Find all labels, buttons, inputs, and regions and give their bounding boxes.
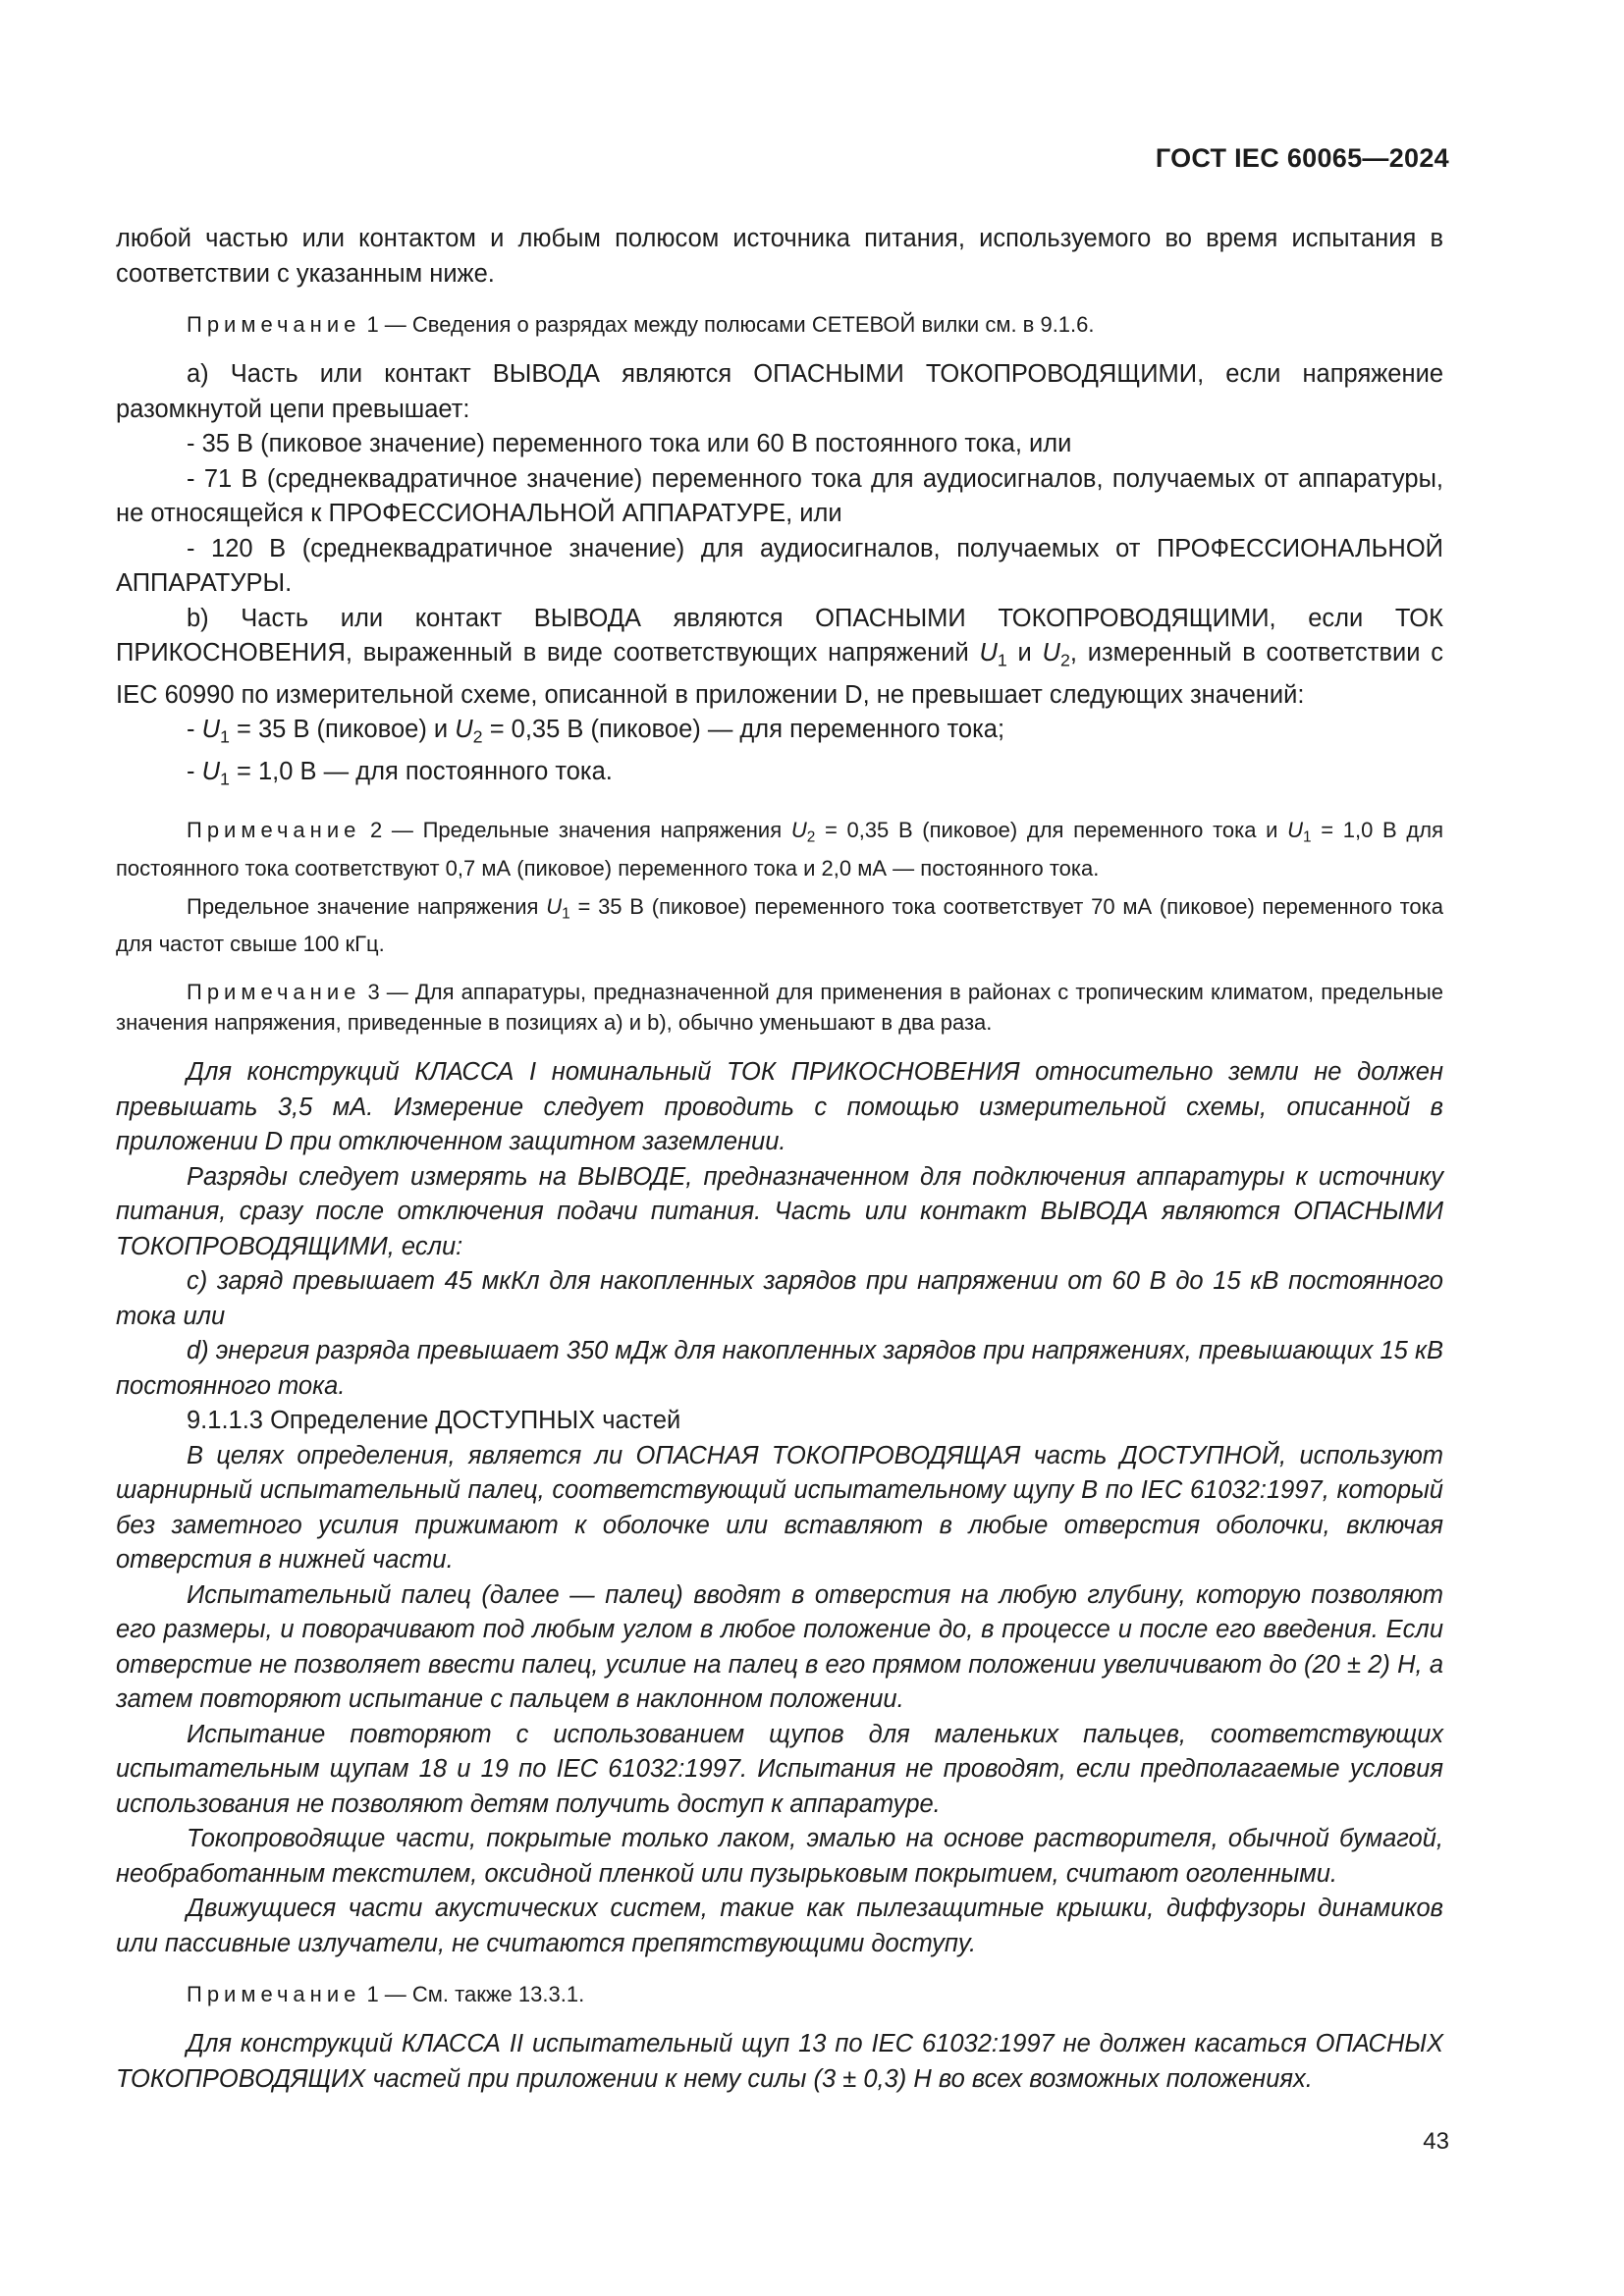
- item-b-dash-2: [116, 755, 1443, 797]
- subscript: 1: [562, 905, 570, 923]
- paragraph-small-finger-probes: Испытание повторяют с использованием щупов для маленьких пальцев, соответствующих испытательным щупам 18 и 19 по IEC 61032:1997. Испытания не проводят, если предполагаемые условия использования не позволяют детям получить доступ к аппаратуре.: [116, 1720, 1443, 1818]
- note-3: [116, 977, 1443, 1038]
- note-text: 2 — Предельные значения напряжения: [360, 818, 791, 843]
- conj: и: [1006, 639, 1043, 667]
- note-text: = 35 В (пиковое) переменного тока соответствует 70 мА (пиковое) переменного тока для частот свыше 100 кГц.: [116, 893, 1444, 957]
- standard-header: ГОСТ IEC 60065—2024: [1155, 143, 1449, 173]
- item-a-dash-3: - 120 В (среднеквадратичное значение) для аудиосигналов, получаемых от ПРОФЕССИОНАЛЬНОЙ АППАРАТУРЫ.: [116, 534, 1443, 597]
- symbol-u: U: [1287, 818, 1304, 843]
- item-b: [116, 602, 1443, 714]
- note-4: [116, 1979, 1443, 2009]
- subscript: 2: [806, 828, 816, 846]
- value-text: = 0,35 В (пиковое) — для переменного тока;: [482, 716, 1005, 744]
- item-a: а) Часть или контакт ВЫВОДА являются ОПАСНЫМИ ТОКОПРОВОДЯЩИМИ, если напряжение разомкнутой цепи превышает:: [116, 360, 1443, 423]
- page-number: 43: [1423, 2128, 1449, 2155]
- value-text: = 1,0 В — для постоянного тока.: [229, 758, 613, 786]
- note-1: [116, 309, 1443, 340]
- dash: -: [187, 758, 202, 786]
- item-d: d) энергия разряда превышает 350 мДж для накопленных зарядов при напряжениях, превышающих 15 кВ постоянного тока.: [116, 1337, 1443, 1400]
- note-2: [116, 815, 1443, 883]
- symbol-u: U: [790, 818, 807, 843]
- symbol-u: U: [979, 639, 998, 667]
- symbol-u: U: [1042, 639, 1060, 667]
- note-label: Примечание: [187, 1982, 361, 2007]
- subscript: 1: [1303, 828, 1312, 846]
- subscript: 1: [220, 769, 230, 789]
- value-text: = 35 В (пиковое) и: [229, 716, 456, 744]
- note-text: 1 — См. также 13.3.1.: [360, 1982, 585, 2007]
- paragraph-lacquer: Токопроводящие части, покрытые только лаком, эмалью на основе растворителя, обычной бумагой, необработанным текстилем, оксидной пленкой или пузырьковым покрытием, считают оголенными.: [116, 1825, 1443, 1888]
- paragraph-test-finger: В целях определения, является ли ОПАСНАЯ ТОКОПРОВОДЯЩАЯ часть ДОСТУПНОЙ, используют шарнирный испытательный палец, соответствующий испытательному щупу В по IEC 61032:1997, который без заметного усилия прижимают к оболочке или вставляют в любые отверстия оболочки, включая отверстия в нижней части.: [116, 1441, 1443, 1575]
- note-text: = 0,35 В (пиковое) для переменного тока и: [815, 818, 1288, 843]
- item-a-dash-2: - 71 В (среднеквадратичное значение) переменного тока для аудиосигналов, получаемых от аппаратуры, не относящейся к ПРОФЕССИОНАЛЬНОЙ АППАРАТУРЕ, или: [116, 464, 1443, 527]
- paragraph-class-i: Для конструкций КЛАССА I номинальный ТОК ПРИКОСНОВЕНИЯ относительно земли не должен превышать 3,5 мА. Измерение следует проводить с помощью измерительной схемы, описанной в приложении D при отключенном защитном заземлении.: [116, 1058, 1443, 1156]
- item-a-dash-1: - 35 В (пиковое значение) переменного тока или 60 В постоянного тока, или: [187, 430, 1072, 457]
- paragraph-finger-insertion: Испытательный палец (далее — палец) вводят в отверстия на любую глубину, которую позволяют его размеры, и поворачивают под любым углом в любое положение до, в процессе и после его введения. Если отверстие не позволяет ввести палец, усилие на палец в его прямом положении увеличивают до (20 ± 2) Н, а затем повторяют испытание с пальцем в наклонном положении.: [116, 1580, 1443, 1714]
- note-text: 1 — Сведения о разрядах между полюсами СЕТЕВОЙ вилки см. в 9.1.6.: [360, 312, 1095, 337]
- subscript: 1: [997, 650, 1007, 670]
- note-label: Примечание: [187, 818, 361, 843]
- symbol-u: U: [546, 893, 563, 919]
- note-label: Примечание: [187, 980, 361, 1005]
- note-text: Предельное значение напряжения: [187, 893, 547, 919]
- page-body: [116, 222, 1443, 2097]
- item-b-dash-1: [116, 713, 1443, 755]
- symbol-u: U: [201, 758, 220, 786]
- paragraph-continuation: любой частью или контактом и любым полюсом источника питания, используемого во время испытания в соответствии с указанным ниже.: [116, 225, 1443, 288]
- note-text: 3 — Для аппаратуры, предназначенной для применения в районах с тропическим климатом, предельные значения напряжения, приведенные в позициях а) и b), обычно уменьшают в два раза.: [116, 980, 1443, 1036]
- note-label: Примечание: [187, 312, 361, 337]
- section-heading: 9.1.1.3 Определение ДОСТУПНЫХ частей: [187, 1407, 681, 1435]
- subscript: 2: [1059, 650, 1070, 670]
- item-c: с) заряд превышает 45 мкКл для накопленных зарядов при напряжении от 60 В до 15 кВ постоянного тока или: [116, 1267, 1443, 1330]
- note-2-continuation: [116, 891, 1443, 960]
- paragraph-class-ii: Для конструкций КЛАССА II испытательный щуп 13 по IEC 61032:1997 не должен касаться ОПАСНЫХ ТОКОПРОВОДЯЩИХ частей при приложении к нему силы (3 ± 0,3) Н во всех возможных положениях.: [116, 2030, 1443, 2093]
- symbol-u: U: [201, 716, 220, 744]
- subscript: 2: [472, 726, 483, 747]
- item-b-text: b) Часть или контакт ВЫВОДА являются ОПАСНЫМИ ТОКОПРОВОДЯЩИМИ, если ТОК ПРИКОСНОВЕНИЯ, выраженный в виде соответствующих напряжений: [116, 604, 1443, 667]
- symbol-u: U: [455, 716, 473, 744]
- note-text: = 1,0 В для постоянного тока соответствуют 0,7 мА (пиковое) переменного тока и 2,0 мА — постоянного тока.: [116, 818, 1443, 881]
- subscript: 1: [220, 726, 230, 747]
- paragraph-moving-parts: Движущиеся части акустических систем, такие как пылезащитные крышки, диффузоры динамиков или пассивные излучатели, не считаются препятствующими доступу.: [116, 1895, 1443, 1957]
- item-b-text: , измеренный в соответствии с IEC 60990 по измерительной схеме, описанной в приложении D, не превышает следующих значений:: [116, 639, 1443, 709]
- dash: -: [187, 716, 202, 744]
- paragraph-discharges: Разряды следует измерять на ВЫВОДЕ, предназначенном для подключения аппаратуры к источнику питания, сразу после отключения подачи питания. Часть или контакт ВЫВОДА являются ОПАСНЫМИ ТОКОПРОВОДЯЩИМИ, если:: [116, 1162, 1443, 1260]
